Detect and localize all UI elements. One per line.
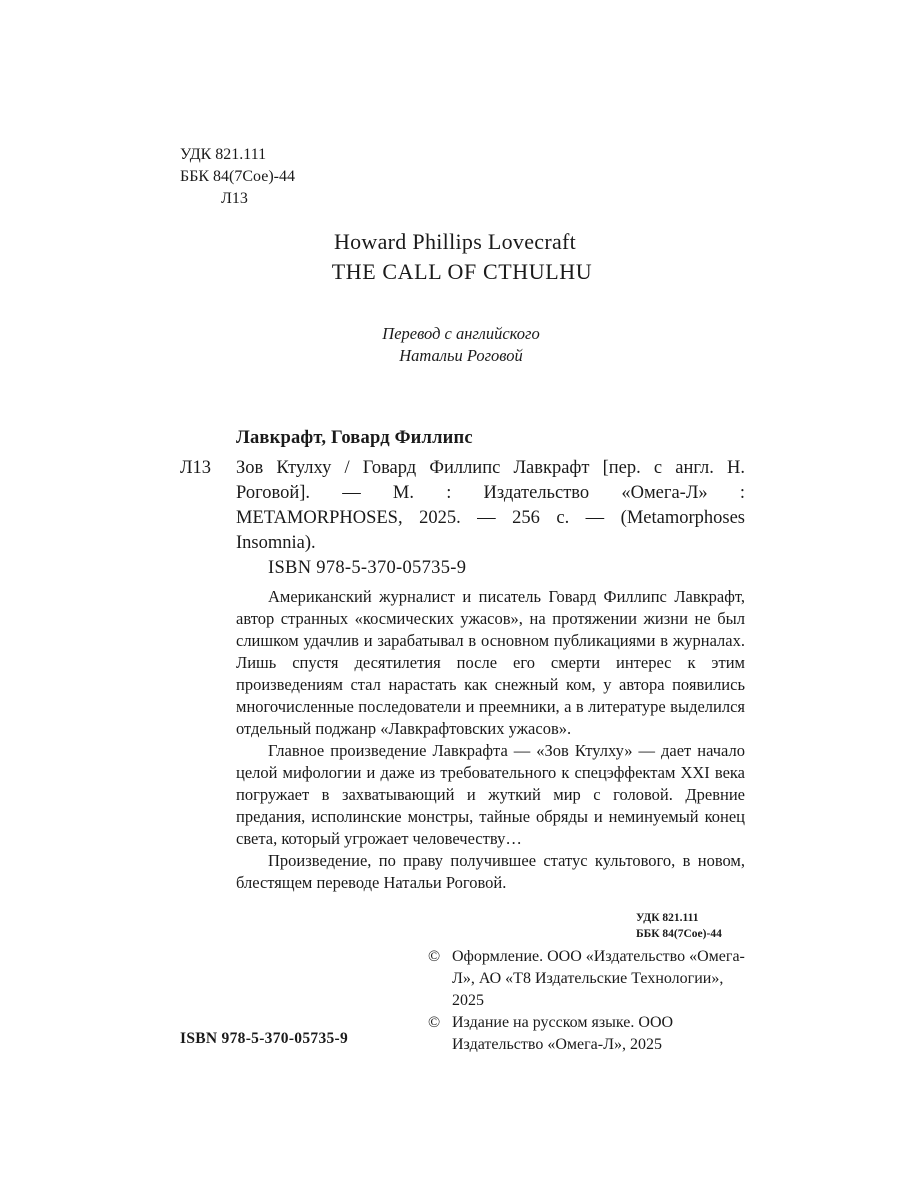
original-author: Howard Phillips Lovecraft	[333, 229, 577, 254]
copyright-edition	[428, 1012, 748, 1056]
translator-credit	[0, 323, 900, 367]
copyright-symbol: ©	[428, 948, 441, 965]
annotation-paragraph: Главное произведение Лавкрафта — «Зов Ктулху» — дает начало целой мифологии и даже из требовательного к спецэффектам XXI века погружает в захватывающий и жуткий мир с головой. Древние предания, исполинские монстры, тайные обряды и неминуемый конец света, который угрожает человечеству…	[236, 741, 745, 848]
bibliography-isbn: ISBN 978-5-370-05735-9	[268, 558, 467, 578]
bbk-code-bottom: ББК 84(7Сое)-44	[636, 928, 722, 940]
copyright-design	[428, 946, 748, 1012]
bibliography-description: Зов Ктулху / Говард Филлипс Лавкрафт [пер. с англ. Н. Роговой]. — М. : Издательство «Омега-Л» : METAMORPHOSES, 2025. — 256 с. — (Metamorphoses Insomnia).	[236, 458, 745, 553]
annotation-paragraph: Американский журналист и писатель Говард Филлипс Лавкрафт, автор странных «космических ужасов», на протяжении жизни не был слишком удачлив и зарабатывал в основном публикациями в журналах. Лишь спустя десятилетия после его смерти интерес к этим произведениям стал нарастать как снежный ком, у автора появились многочисленные последователи и преемники, а в литературе выделился отдельный поджанр «Лавкрафтовских ужасов».	[236, 587, 745, 738]
copyright-design-text: Оформление. ООО «Издательство «Омега-Л», АО «Т8 Издательские Технологии», 2025	[452, 948, 745, 1009]
copyright-symbol: ©	[428, 1014, 441, 1031]
translator-line-2: Натальи Роговой	[399, 346, 523, 365]
bibliography-author-heading: Лавкрафт, Говард Филлипс	[236, 428, 473, 448]
udk-code: УДК 821.111	[180, 146, 267, 163]
translator-line-1: Перевод с английского	[382, 324, 540, 343]
footer-isbn: ISBN 978-5-370-05735-9	[180, 1030, 349, 1047]
annotation-paragraph: Произведение, по праву получившее статус культового, в новом, блестящем переводе Натальи Роговой.	[236, 851, 745, 892]
copyright-edition-text: Издание на русском языке. ООО Издательство «Омега-Л», 2025	[452, 1014, 674, 1053]
author-mark: Л13	[221, 190, 248, 207]
original-title: THE CALL OF CTHULHU	[331, 259, 593, 284]
classification-bottom	[636, 910, 722, 942]
annotation	[236, 586, 745, 894]
udk-code-bottom: УДК 821.111	[636, 912, 699, 924]
bibliography-author-mark: Л13	[180, 458, 212, 478]
copyright-block	[428, 946, 748, 1056]
classification-block	[180, 144, 295, 210]
bbk-code: ББК 84(7Сое)-44	[180, 168, 295, 185]
